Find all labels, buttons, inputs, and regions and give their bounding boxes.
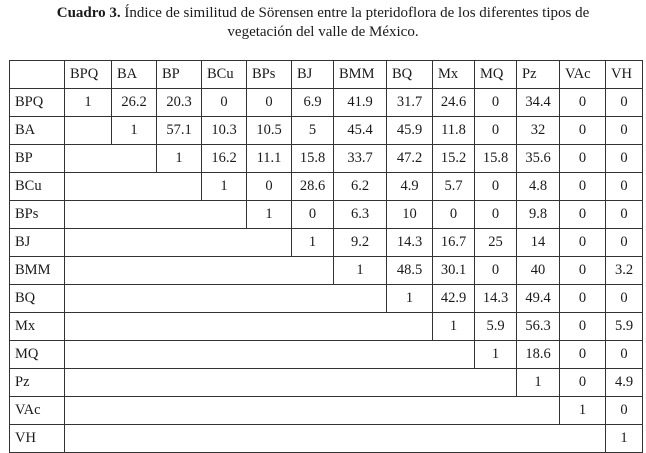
table-row [10,257,643,285]
table-row [10,397,643,425]
table-cell: 1 [334,257,387,285]
table-row [10,341,643,369]
table-cell: 0 [560,89,606,117]
empty-cell [65,369,517,397]
table-cell: 15.2 [433,145,475,173]
row-label: BMM [10,257,65,285]
table-cell: 49.4 [517,285,560,313]
row-label: BP [10,145,65,173]
empty-cell [65,397,560,425]
table-cell: 0 [475,257,517,285]
row-label: BPQ [10,89,65,117]
table-row [10,313,643,341]
column-header: VAc [560,61,606,89]
table-cell: 0 [606,201,643,229]
table-body [10,89,643,453]
row-label: BQ [10,285,65,313]
table-cell: 15.8 [475,145,517,173]
table-cell: 6.9 [292,89,334,117]
table-cell: 0 [202,89,247,117]
column-header: VH [606,61,643,89]
column-header: BQ [387,61,433,89]
table-cell: 14 [517,229,560,257]
table-cell: 48.5 [387,257,433,285]
caption-label: Cuadro 3. [56,5,121,21]
table-cell: 11.1 [247,145,292,173]
column-header: BCu [202,61,247,89]
table-cell: 9.8 [517,201,560,229]
table-cell: 14.3 [387,229,433,257]
table-cell: 1 [475,341,517,369]
table-cell: 0 [560,117,606,145]
empty-cell [65,285,387,313]
table-row [10,173,643,201]
row-label: MQ [10,341,65,369]
table-row [10,229,643,257]
table-cell: 1 [65,89,112,117]
empty-cell [65,117,112,145]
table-cell: 0 [606,229,643,257]
table-cell: 47.2 [387,145,433,173]
table-cell: 5.9 [475,313,517,341]
table-cell: 0 [560,341,606,369]
caption-line-2: vegetación del valle de México. [227,24,419,40]
table-cell: 0 [606,173,643,201]
row-label: VH [10,425,65,453]
table-cell: 0 [560,201,606,229]
table-cell: 6.2 [334,173,387,201]
table-cell: 0 [560,313,606,341]
table-cell: 45.4 [334,117,387,145]
table-cell: 40 [517,257,560,285]
table-cell: 1 [517,369,560,397]
table-cell: 0 [606,397,643,425]
table-cell: 31.7 [387,89,433,117]
table-cell: 28.6 [292,173,334,201]
table-cell: 9.2 [334,229,387,257]
table-cell: 5 [292,117,334,145]
row-label: BA [10,117,65,145]
table-cell: 0 [560,369,606,397]
corner-cell [10,61,65,89]
empty-cell [65,173,202,201]
column-header: BPs [247,61,292,89]
table-row [10,117,643,145]
table-cell: 4.9 [387,173,433,201]
table-cell: 33.7 [334,145,387,173]
column-header: BJ [292,61,334,89]
table-cell: 57.1 [157,117,202,145]
row-label: BJ [10,229,65,257]
table-cell: 0 [475,173,517,201]
empty-cell [65,341,475,369]
caption-line-1 [0,4,646,23]
table-cell: 0 [606,145,643,173]
header-row [10,61,643,89]
table-cell: 1 [292,229,334,257]
table-cell: 0 [560,257,606,285]
table-row [10,145,643,173]
table-cell: 0 [606,89,643,117]
table-cell: 0 [292,201,334,229]
table-cell: 32 [517,117,560,145]
table-cell: 5.9 [606,313,643,341]
table-cell: 4.8 [517,173,560,201]
column-header: BP [157,61,202,89]
table-cell: 25 [475,229,517,257]
table-cell: 1 [387,285,433,313]
table-row [10,201,643,229]
table-cell: 42.9 [433,285,475,313]
table-cell: 1 [560,397,606,425]
table-cell: 1 [112,117,157,145]
table-cell: 0 [560,229,606,257]
table-cell: 1 [247,201,292,229]
table-cell: 0 [606,285,643,313]
table-cell: 34.4 [517,89,560,117]
column-header: Pz [517,61,560,89]
column-header: BPQ [65,61,112,89]
empty-cell [65,425,606,453]
column-header: Mx [433,61,475,89]
column-header: BA [112,61,157,89]
empty-cell [65,229,292,257]
column-header: BMM [334,61,387,89]
table-cell: 0 [247,89,292,117]
table-cell: 10.5 [247,117,292,145]
table-cell: 0 [606,341,643,369]
table-cell: 18.6 [517,341,560,369]
table-cell: 1 [157,145,202,173]
table-cell: 14.3 [475,285,517,313]
table-row [10,425,643,453]
empty-cell [65,257,334,285]
table-cell: 0 [433,201,475,229]
empty-cell [65,201,247,229]
table-cell: 1 [606,425,643,453]
table-cell: 1 [433,313,475,341]
table-cell: 16.7 [433,229,475,257]
table-cell: 0 [475,117,517,145]
table-cell: 5.7 [433,173,475,201]
table-cell: 0 [475,89,517,117]
table-row [10,89,643,117]
table-cell: 56.3 [517,313,560,341]
table-cell: 0 [560,145,606,173]
table-cell: 6.3 [334,201,387,229]
similarity-table [9,60,643,453]
table-cell: 1 [202,173,247,201]
table-cell: 0 [247,173,292,201]
table-cell: 3.2 [606,257,643,285]
table-caption [0,4,646,42]
row-label: Pz [10,369,65,397]
row-label: BCu [10,173,65,201]
table-cell: 15.8 [292,145,334,173]
table-row [10,285,643,313]
table-cell: 11.8 [433,117,475,145]
empty-cell [65,313,433,341]
table-cell: 24.6 [433,89,475,117]
table-cell: 0 [560,173,606,201]
table-cell: 41.9 [334,89,387,117]
caption-text-1: Índice de similitud de Sörensen entre la pteridoflora de los diferentes tipos de [124,5,590,21]
row-label: BPs [10,201,65,229]
table-row [10,369,643,397]
column-header: MQ [475,61,517,89]
table-cell: 16.2 [202,145,247,173]
table-cell: 0 [560,285,606,313]
table-cell: 10.3 [202,117,247,145]
row-label: VAc [10,397,65,425]
empty-cell [65,145,157,173]
table-cell: 0 [475,201,517,229]
table-cell: 35.6 [517,145,560,173]
table-cell: 4.9 [606,369,643,397]
table-cell: 20.3 [157,89,202,117]
table-cell: 10 [387,201,433,229]
table-cell: 26.2 [112,89,157,117]
table-cell: 0 [606,117,643,145]
table-cell: 30.1 [433,257,475,285]
table-cell: 45.9 [387,117,433,145]
row-label: Mx [10,313,65,341]
